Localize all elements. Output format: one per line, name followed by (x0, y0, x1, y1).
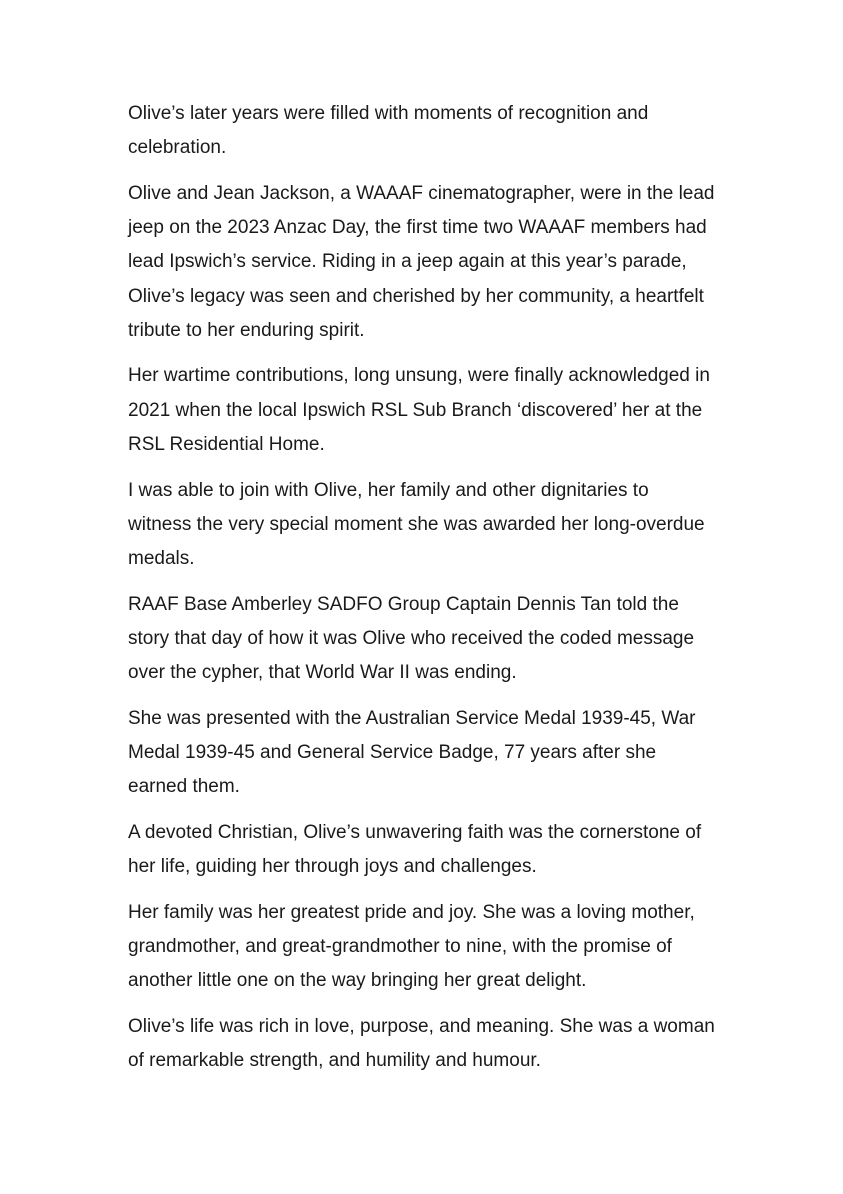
paragraph-wartime-contributions (128, 359, 768, 462)
text-line: A devoted Christian, Olive’s unwavering faith was the cornerstone of (128, 821, 702, 843)
text-line: story that day of how it was Olive who received the coded message (128, 627, 695, 649)
text-line: witness the very special moment she was awarded her long-overdue (128, 513, 705, 535)
paragraph-anzac-day (128, 177, 768, 348)
paragraph-medals-ceremony (128, 474, 768, 577)
text-line: tribute to her enduring spirit. (128, 319, 365, 341)
text-line: lead Ipswich’s service. Riding in a jeep again at this year’s parade, (128, 251, 687, 273)
paragraph-medals-list (128, 702, 768, 805)
text-line: I was able to join with Olive, her family and other dignitaries to (128, 479, 649, 501)
text-line: Olive’s legacy was seen and cherished by her community, a heartfelt (128, 285, 704, 307)
text-line: Medal 1939-45 and General Service Badge, 77 years after she (128, 741, 657, 763)
paragraph-family (128, 896, 768, 999)
paragraph-coded-message (128, 588, 768, 691)
text-line: 2021 when the local Ipswich RSL Sub Branch ‘discovered’ her at the (128, 399, 703, 421)
text-line: RSL Residential Home. (128, 433, 325, 455)
paragraph-faith (128, 816, 768, 884)
text-line: another little one on the way bringing her great delight. (128, 970, 587, 992)
text-line: Olive’s later years were filled with moments of recognition and (128, 103, 649, 124)
text-line: over the cypher, that World War II was ending. (128, 662, 517, 684)
text-line: earned them. (128, 776, 240, 798)
text-line: Her family was her greatest pride and joy. She was a loving mother, (128, 901, 695, 923)
text-line: RAAF Base Amberley SADFO Group Captain Dennis Tan told the (128, 593, 679, 615)
text-line: of remarkable strength, and humility and humour. (128, 1050, 541, 1072)
text-line: Olive and Jean Jackson, a WAAAF cinematographer, were in the lead (128, 182, 715, 204)
paragraph-later-years (128, 97, 768, 165)
text-line: Her wartime contributions, long unsung, were finally acknowledged in (128, 365, 710, 387)
text-line: celebration. (128, 137, 227, 159)
text-line: grandmother, and great-grandmother to nine, with the promise of (128, 935, 672, 957)
document-body (128, 97, 768, 1090)
paragraph-life-summary (128, 1010, 768, 1078)
text-line: medals. (128, 547, 195, 569)
text-line: jeep on the 2023 Anzac Day, the first time two WAAAF members had (128, 217, 707, 239)
text-line: Olive’s life was rich in love, purpose, and meaning. She was a woman (128, 1015, 715, 1037)
text-line: She was presented with the Australian Service Medal 1939-45, War (128, 707, 696, 729)
text-line: her life, guiding her through joys and challenges. (128, 856, 537, 878)
